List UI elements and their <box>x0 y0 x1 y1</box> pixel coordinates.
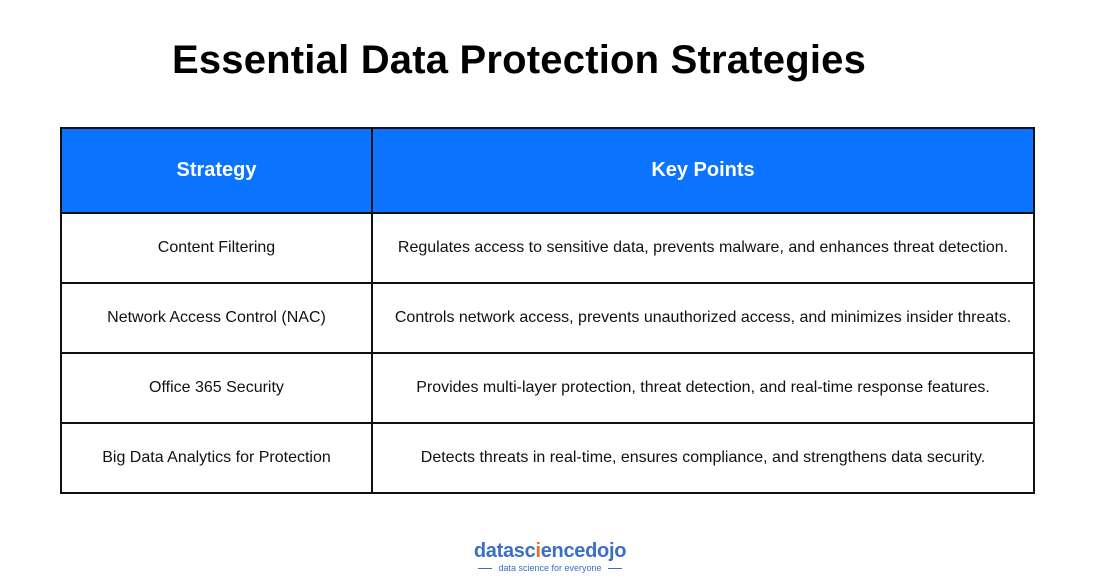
logo-wordmark <box>470 540 630 562</box>
logo-accent-letter: i <box>535 540 541 562</box>
strategy-cell: Content Filtering <box>61 213 372 283</box>
key-points-cell: Detects threats in real-time, ensures compliance, and strengthens data security. <box>372 423 1034 493</box>
page-title: Essential Data Protection Strategies <box>171 38 867 82</box>
logo-tagline: data science for everyone <box>498 563 602 573</box>
strategy-cell: Big Data Analytics for Protection <box>61 423 372 493</box>
table-row <box>61 423 1034 493</box>
table-row <box>61 353 1034 423</box>
table-row <box>61 283 1034 353</box>
strategies-table <box>60 127 1035 494</box>
tagline-dash-right <box>608 568 622 569</box>
logo-part-3: dojo <box>585 540 627 562</box>
logo-part-2: ence <box>540 540 586 562</box>
logo-part-1: datasc <box>473 540 536 562</box>
table-row <box>61 213 1034 283</box>
key-points-cell: Regulates access to sensitive data, prevents malware, and enhances threat detection. <box>372 213 1034 283</box>
key-points-cell: Controls network access, prevents unauthorized access, and minimizes insider threats. <box>372 283 1034 353</box>
header-key-points: Key Points <box>372 128 1034 213</box>
table-header-row <box>61 128 1034 213</box>
brand-logo <box>470 540 630 573</box>
key-points-cell: Provides multi-layer protection, threat detection, and real-time response features. <box>372 353 1034 423</box>
strategy-cell: Office 365 Security <box>61 353 372 423</box>
strategy-cell: Network Access Control (NAC) <box>61 283 372 353</box>
header-strategy: Strategy <box>61 128 372 213</box>
tagline-dash-left <box>478 568 492 569</box>
logo-tagline-row <box>470 563 630 573</box>
